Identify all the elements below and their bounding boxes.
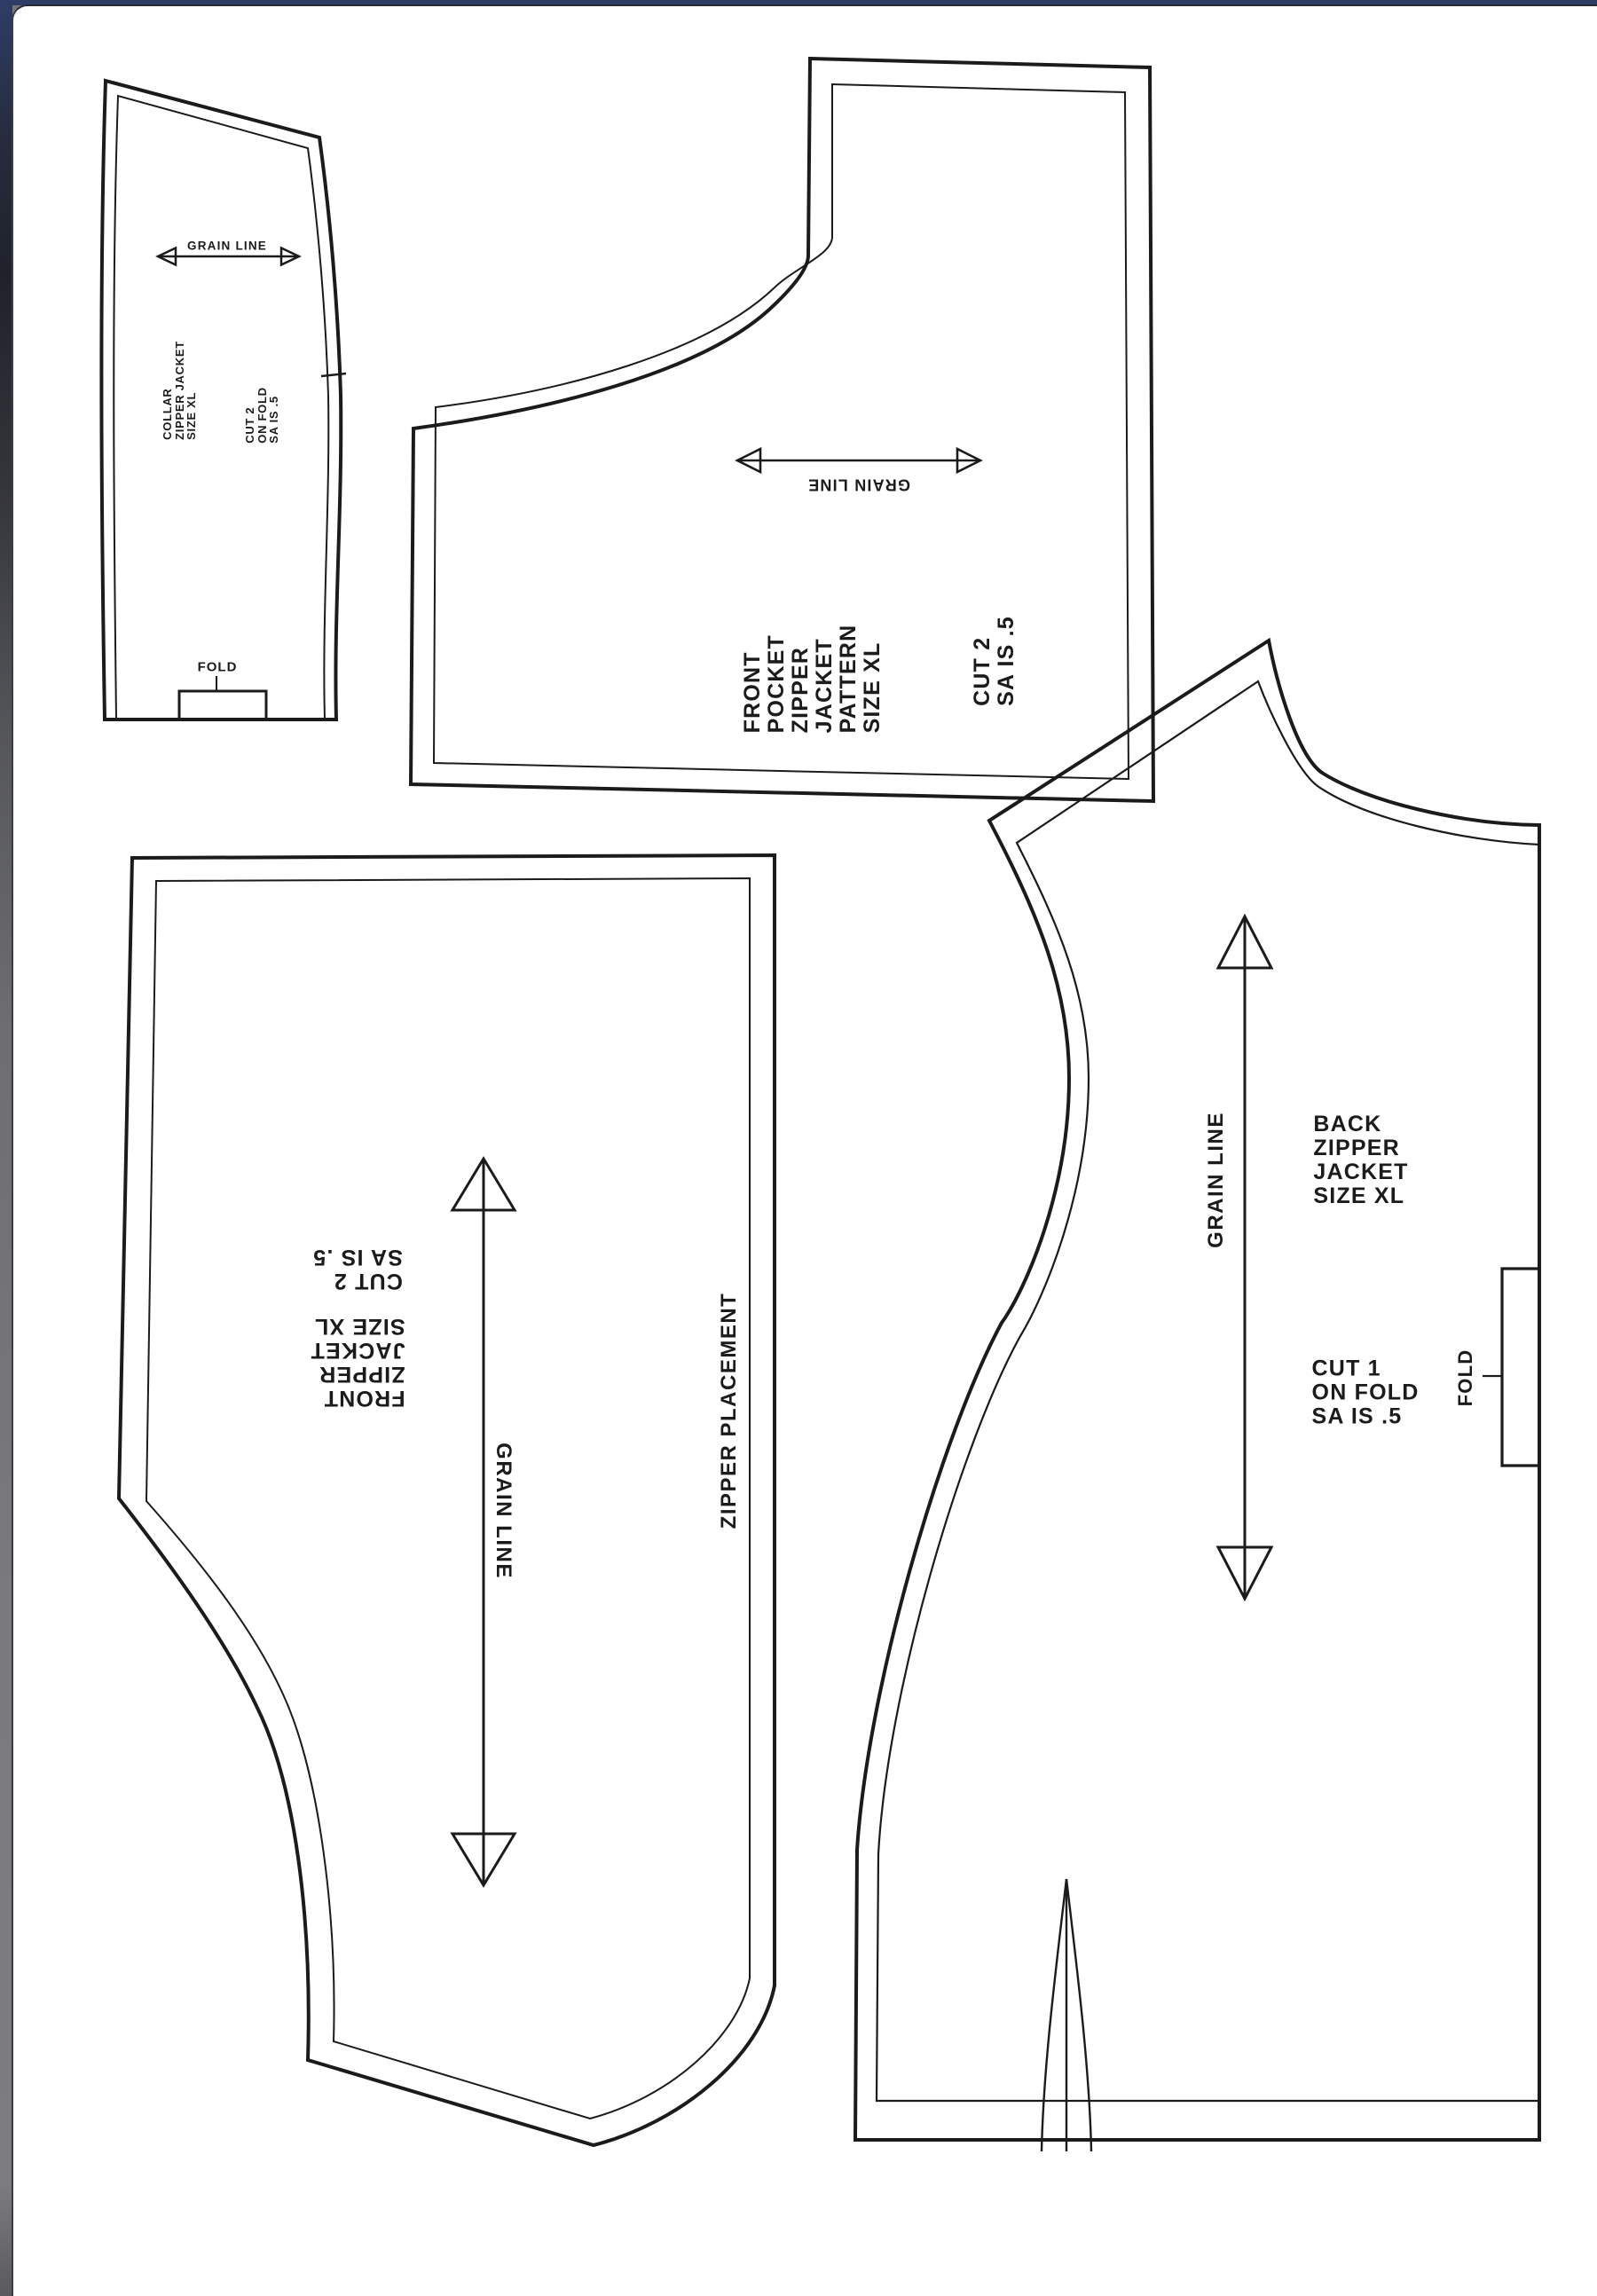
collar-piece-label: COLLAR ZIPPER JACKET SIZE XL: [160, 341, 198, 440]
back-grain-arrow: [1218, 916, 1271, 1599]
collar-cutting-instructions: CUT 2 ON FOLD SA IS .5: [242, 387, 280, 444]
back-dart: [1042, 1879, 1091, 2151]
pocket-piece-label: FRONT POCKET ZIPPER JACKET PATTERN SIZE XL: [740, 624, 885, 734]
front-grain-line-label: GRAIN LINE: [492, 1443, 515, 1579]
front-cutting-instructions: CUT 2 SA IS .5: [312, 1245, 403, 1293]
back-piece-label: BACK ZIPPER JACKET SIZE XL: [1313, 1112, 1409, 1208]
collar-fold-label: FOLD: [197, 659, 238, 675]
back-grain-line-label: GRAIN LINE: [1204, 1112, 1228, 1248]
collar-grain-line-label: GRAIN LINE: [186, 239, 268, 253]
collar-notch-tick: [321, 373, 346, 376]
back-cutting-instructions: CUT 1 ON FOLD SA IS .5: [1311, 1356, 1420, 1429]
collar-piece-outline: [101, 81, 346, 719]
back-fold-label: FOLD: [1454, 1349, 1476, 1407]
front-piece-label: FRONT ZIPPER JACKET SIZE XL: [310, 1314, 405, 1411]
pocket-grain-line-label: GRAIN LINE: [806, 476, 911, 494]
front-piece-outline: [119, 855, 775, 2145]
back-piece-outline: [855, 641, 1539, 2151]
pocket-cutting-instructions: CUT 2 SA IS .5: [970, 616, 1019, 706]
collar-fold-notch: [179, 691, 266, 719]
back-fold-notch: [1502, 1269, 1539, 1466]
pocket-grain-arrow: [737, 449, 980, 472]
front-zipper-placement-label: ZIPPER PLACEMENT: [717, 1292, 741, 1529]
